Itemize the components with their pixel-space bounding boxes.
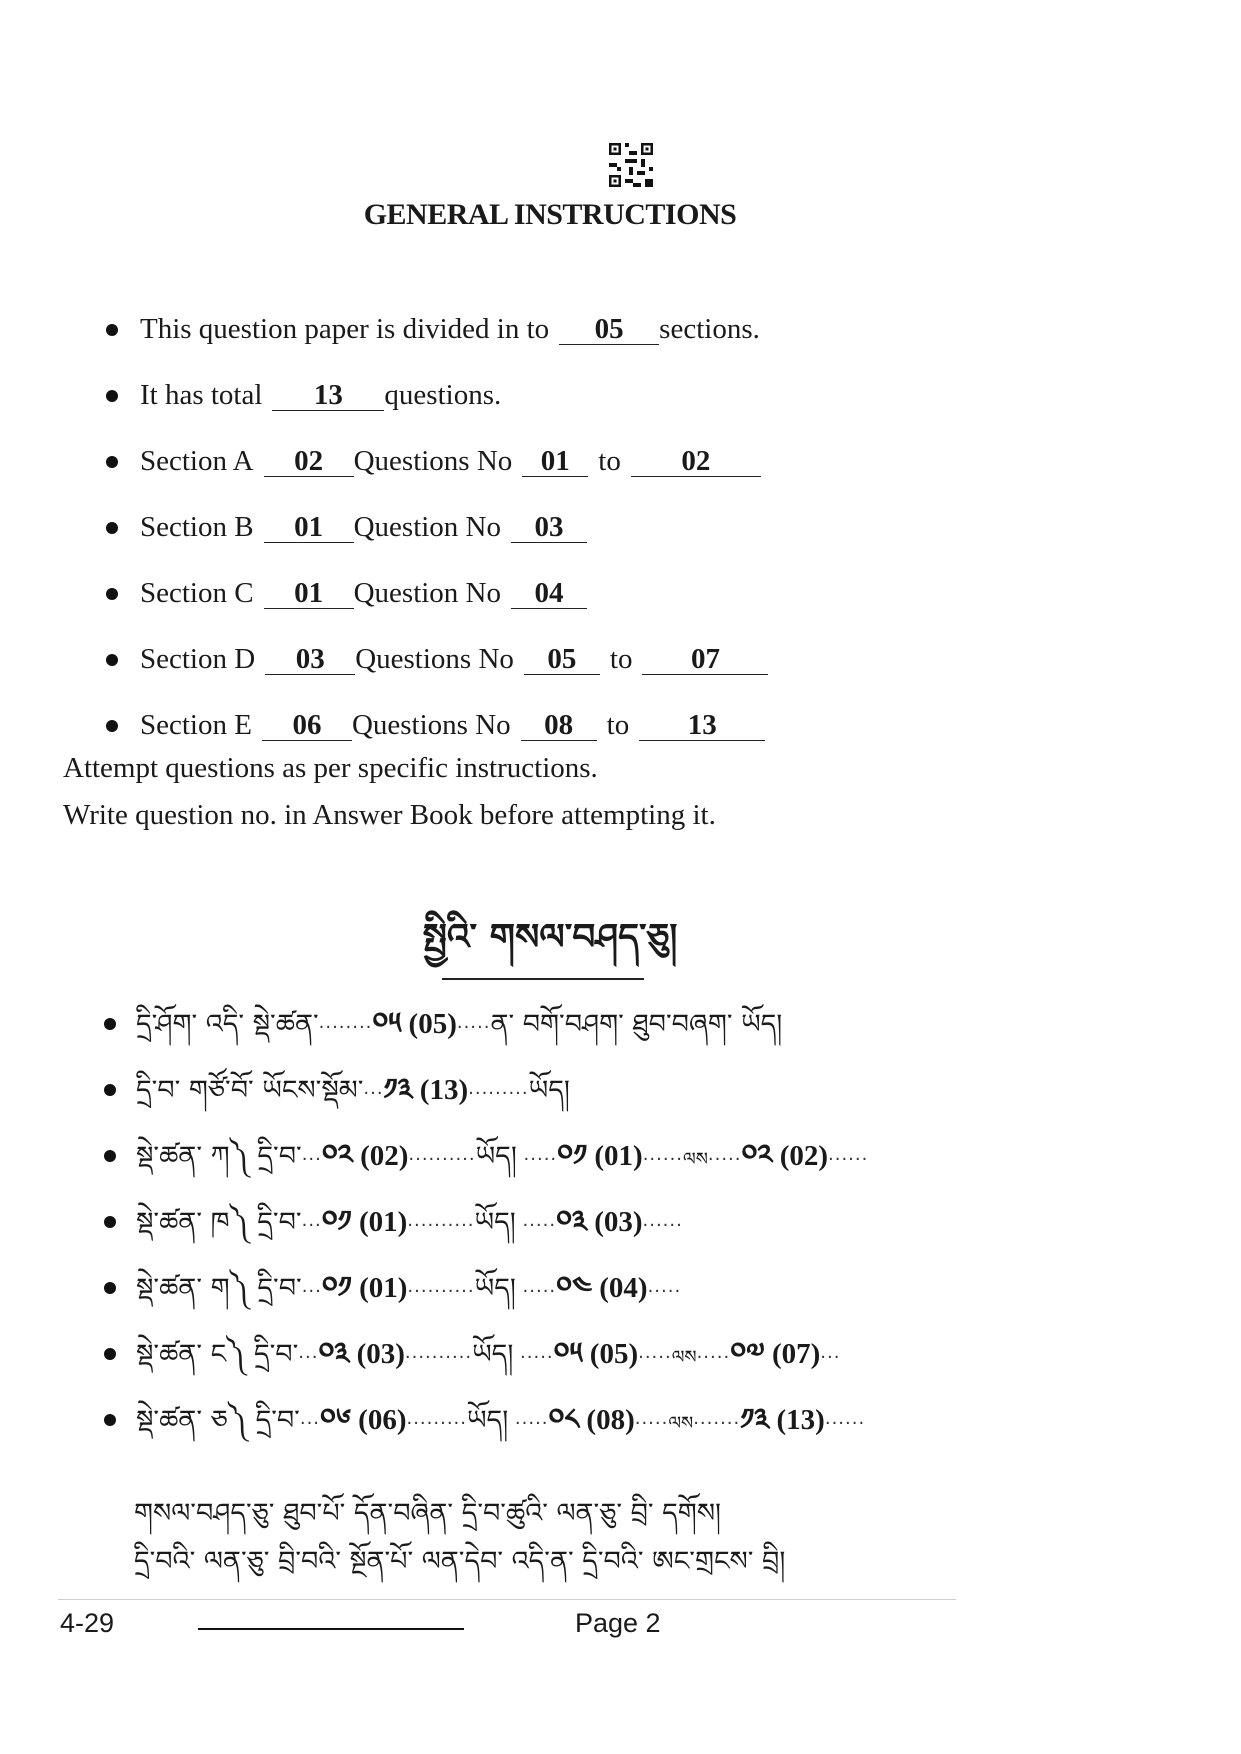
footer-code: 4-29 — [60, 1608, 115, 1638]
list-item: Section D 03 Questions No 05 to 07 — [100, 641, 768, 707]
page-number: Page 2 — [575, 1608, 661, 1638]
bullet-icon — [106, 522, 118, 534]
question-count: 13 — [272, 380, 384, 411]
list-item: དྲི་ཤོག་ འདི་ སྡེ་ཚན་········༠༥ (05)·····ན་ བགོ་བཤག་ ཐུབ་བཞག་ ཡོད། — [100, 1004, 868, 1070]
footer-line — [198, 1628, 464, 1630]
bullet-icon — [106, 390, 118, 402]
list-item: སྡེ་ཚན་ ག༽ དྲི་བ་···༠༡ (01)··········ཡོད། ·····༠༤ (04)····· — [100, 1268, 868, 1334]
list-item: དྲི་བ་ གཙོ་བོ་ ཡོངས་སྡོམ་···༡༣ (13)·········ཡོད། — [100, 1070, 868, 1136]
list-item: Section C 01 Question No 04 — [100, 575, 768, 641]
bullet-icon — [104, 1084, 116, 1096]
note-attempt: Attempt questions as per specific instructions. — [63, 752, 598, 784]
bullet-icon — [104, 1414, 116, 1426]
page-title: GENERAL INSTRUCTIONS — [363, 198, 737, 231]
tibetan-heading: སྤྱིའི་ གསལ་བཤད་ཅུ། — [422, 917, 678, 958]
list-item: Section B 01 Question No 03 — [100, 509, 768, 575]
footer-divider — [58, 1599, 956, 1600]
bullet-icon — [106, 456, 118, 468]
heading-underline — [442, 978, 644, 980]
tibetan-instruction-list — [100, 1004, 868, 1466]
qr-code-icon — [609, 143, 653, 187]
list-item: སྡེ་ཚན་ ཅ༽ དྲི་བ་···༠༦ (06)·········ཡོད། ·····༠༨ (08)·····ལས·······༡༣ (13)······ — [100, 1400, 868, 1466]
bullet-icon — [104, 1018, 116, 1030]
list-item: Section A 02 Questions No 01 to 02 — [100, 443, 768, 509]
bullet-icon — [106, 324, 118, 336]
list-item: སྡེ་ཚན་ ཁ༽ དྲི་བ་···༠༡ (01)··········ཡོད། ·····༠༣ (03)······ — [100, 1202, 868, 1268]
list-item: སྡེ་ཚན་ ང༽ དྲི་བ་···༠༣ (03)··········ཡོད། ·····༠༥ (05)·····ལས·····༠༧ (07)··· — [100, 1334, 868, 1400]
tibetan-note-line-2: དྲི་བའི་ ལན་ཅུ་ བྲི་བའི་ སྔོན་པོ་ ལན་དེབ་ འདི་ན་ དྲི་བའི་ ཨང་གྲངས་ བྲི། — [134, 1546, 786, 1577]
bullet-icon — [104, 1216, 116, 1228]
list-item: This question paper is divided in to 05 sections. — [100, 311, 768, 377]
bullet-icon — [104, 1150, 116, 1162]
instruction-list — [100, 311, 768, 773]
bullet-icon — [106, 720, 118, 732]
bullet-icon — [106, 654, 118, 666]
list-item: Section E 06 Questions No 08 to 13 — [100, 707, 768, 773]
bullet-icon — [106, 588, 118, 600]
tibetan-note-line-1: གསལ་བཤད་ཅུ་ ཐུབ་པོ་ དོན་བཞིན་ དྲི་བ་ཚུའི་ ལན་ཅུ་ བྲི་ དགོས། — [134, 1498, 722, 1529]
note-write-question-no: Write question no. in Answer Book before attempting it. — [63, 799, 716, 831]
bullet-icon — [104, 1348, 116, 1360]
bullet-icon — [104, 1282, 116, 1294]
list-item: སྡེ་ཚན་ ཀ༽ དྲི་བ་···༠༢ (02)··········ཡོད། ·····༠༡ (01)······ལས·····༠༢ (02)······ — [100, 1136, 868, 1202]
list-item: It has total 13 questions. — [100, 377, 768, 443]
section-count: 05 — [559, 314, 659, 345]
